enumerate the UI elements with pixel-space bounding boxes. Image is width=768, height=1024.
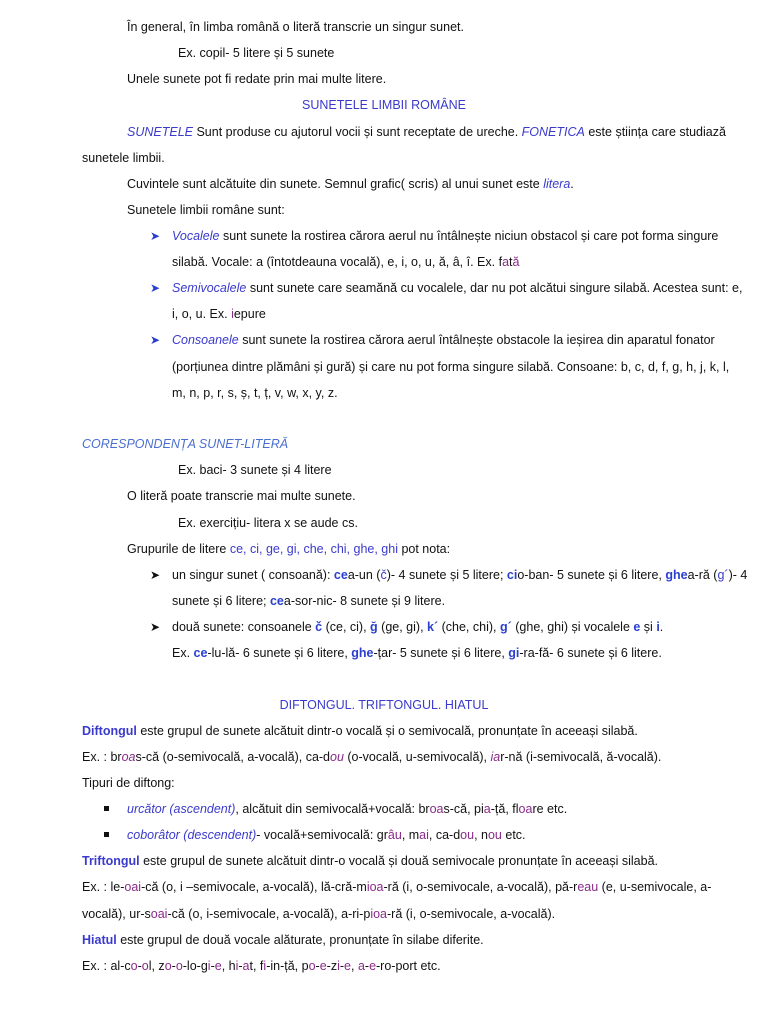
paragraph-sunetele-cont: sunetele limbii. bbox=[82, 151, 165, 165]
tipuri-diftong: Tipuri de diftong: bbox=[82, 776, 175, 790]
bullet-consoanele-line-2: (porțiunea dintre plămâni și gură) și care nu pot forma singure silabă. Consoane: b, c, d, f, g, h, j, k, l, bbox=[172, 360, 730, 374]
term-litera: litera bbox=[543, 177, 571, 191]
arrow-bullet-icon: ➤ bbox=[150, 620, 161, 634]
example-baci: Ex. baci- 3 sunete și 4 litere bbox=[178, 463, 332, 477]
intro-line-3: Unele sunete pot fi redate prin mai multe litere. bbox=[127, 72, 387, 86]
paragraph-litera-sunete: O literă poate transcrie mai multe sunete. bbox=[127, 489, 356, 503]
bullet-semivocalele-cont: i, o, u. Ex. iepure bbox=[172, 307, 266, 321]
term-sunetele: SUNETELE bbox=[127, 125, 193, 139]
paragraph-cuvintele: Cuvintele sunt alcătuite din sunete. Semnul grafic( scris) al unui sunet este litera. bbox=[127, 177, 574, 191]
square-bullet-icon bbox=[104, 806, 109, 811]
arrow-bullet-icon: ➤ bbox=[150, 229, 161, 243]
arrow-bullet-icon: ➤ bbox=[150, 333, 161, 347]
square-bullet-icon bbox=[104, 832, 109, 837]
bullet-singur-sunet: un singur sunet ( consoană): cea-un (č)- 4 sunete și 5 litere; cio-ban- 5 sunete și 6 litere, ghea-ră (g´)- 4 bbox=[172, 568, 748, 582]
bullet-consoanele: Consoanele sunt sunete la rostirea cărora aerul întâlnește obstacole la ieșirea din aparatul fonator bbox=[172, 333, 715, 347]
paragraph-sunetele: SUNETELE Sunt produse cu ajutorul vocii și sunt receptate de ureche. FONETICA este știința care studiază bbox=[127, 125, 726, 139]
bullet-doua-sunete: două sunete: consoanele č (ce, ci), ğ (ge, gi), k´ (che, chi), g´ (ghe, ghi) și vocalele e și i. bbox=[172, 620, 664, 634]
bullet-urcator: urcător (ascendent), alcătuit din semivocală+vocală: broas-că, pia-ță, floare etc. bbox=[127, 802, 568, 816]
bullet-consoanele-line-3: m, n, p, r, s, ș, t, ț, v, w, x, y, z. bbox=[172, 386, 338, 400]
example-triftongul-2: vocală), ur-soai-că (o, i-semivocale, a-vocală), a-ri-pioa-ră (i, o-semivocale, a-vocală). bbox=[82, 907, 556, 921]
bullet-singur-sunet-cont: sunete și 6 litere; cea-sor-nic- 8 sunete și 9 litere. bbox=[172, 594, 446, 608]
term-fonetica: FONETICA bbox=[521, 125, 585, 139]
bullet-vocalele-cont: silabă. Vocale: a (întotdeauna vocală), e, i, o, u, ă, â, î. Ex. fată bbox=[172, 255, 520, 269]
paragraph-list-intro: Sunetele limbii române sunt: bbox=[127, 203, 285, 217]
section-title-sunetele: SUNETELE LIMBII ROMÂNE bbox=[302, 98, 466, 112]
bullet-semivocalele: Semivocalele sunt sunete care seamănă cu vocalele, dar nu pot alcătui singure silabă. Acestea sunt: e, bbox=[172, 281, 743, 295]
paragraph-hiatul: Hiatul este grupul de două vocale alăturate, pronunțate în silabe diferite. bbox=[82, 933, 484, 947]
example-diftongul: Ex. : broas-că (o-semivocală, a-vocală), ca-dou (o-vocală, u-semivocală), iar-nă (i-semivocală, ă-vocală). bbox=[82, 750, 662, 764]
arrow-bullet-icon: ➤ bbox=[150, 281, 161, 295]
arrow-bullet-icon: ➤ bbox=[150, 568, 161, 582]
paragraph-grupuri: Grupurile de litere ce, ci, ge, gi, che, chi, ghe, ghi pot nota: bbox=[127, 542, 451, 556]
paragraph-diftongul: Diftongul este grupul de sunete alcătuit dintr-o vocală și o semivocală, pronunțate în aceeași silabă. bbox=[82, 724, 638, 738]
section-title-diftongul: DIFTONGUL. TRIFTONGUL. HIATUL bbox=[279, 698, 489, 712]
example-exercitiu: Ex. exercițiu- litera x se aude cs. bbox=[178, 516, 358, 530]
intro-line-1: În general, în limba română o literă transcrie un singur sunet. bbox=[127, 20, 464, 34]
bullet-vocalele: Vocalele sunt sunete la rostirea cărora aerul nu întâlnește niciun obstacol și care pot forma singure bbox=[172, 229, 719, 243]
example-triftongul-1: Ex. : le-oai-că (o, i –semivocale, a-vocală), lă-cră-mioa-ră (i, o-semivocale, a-vocală), pă-reau (e, u-semivocale, a- bbox=[82, 880, 712, 894]
intro-example: Ex. copil- 5 litere și 5 sunete bbox=[178, 46, 335, 60]
example-hiatul: Ex. : al-co-ol, zo-o-lo-gi-e, hi-at, fi-in-ță, po-e-zi-e, a-e-ro-port etc. bbox=[82, 959, 441, 973]
section-title-corespondenta: CORESPONDENȚA SUNET-LITERĂ bbox=[82, 437, 289, 451]
bullet-doua-sunete-example: Ex. ce-lu-lă- 6 sunete și 6 litere, ghe-țar- 5 sunete și 6 litere, gi-ra-fă- 6 sunete și 6 litere. bbox=[172, 646, 662, 660]
paragraph-triftongul: Triftongul este grupul de sunete alcătuit dintr-o vocală și două semivocale pronunțate în aceeași silabă. bbox=[82, 854, 658, 868]
bullet-coborator: coborâtor (descendent)- vocală+semivocală: grâu, mai, ca-dou, nou etc. bbox=[127, 828, 526, 842]
